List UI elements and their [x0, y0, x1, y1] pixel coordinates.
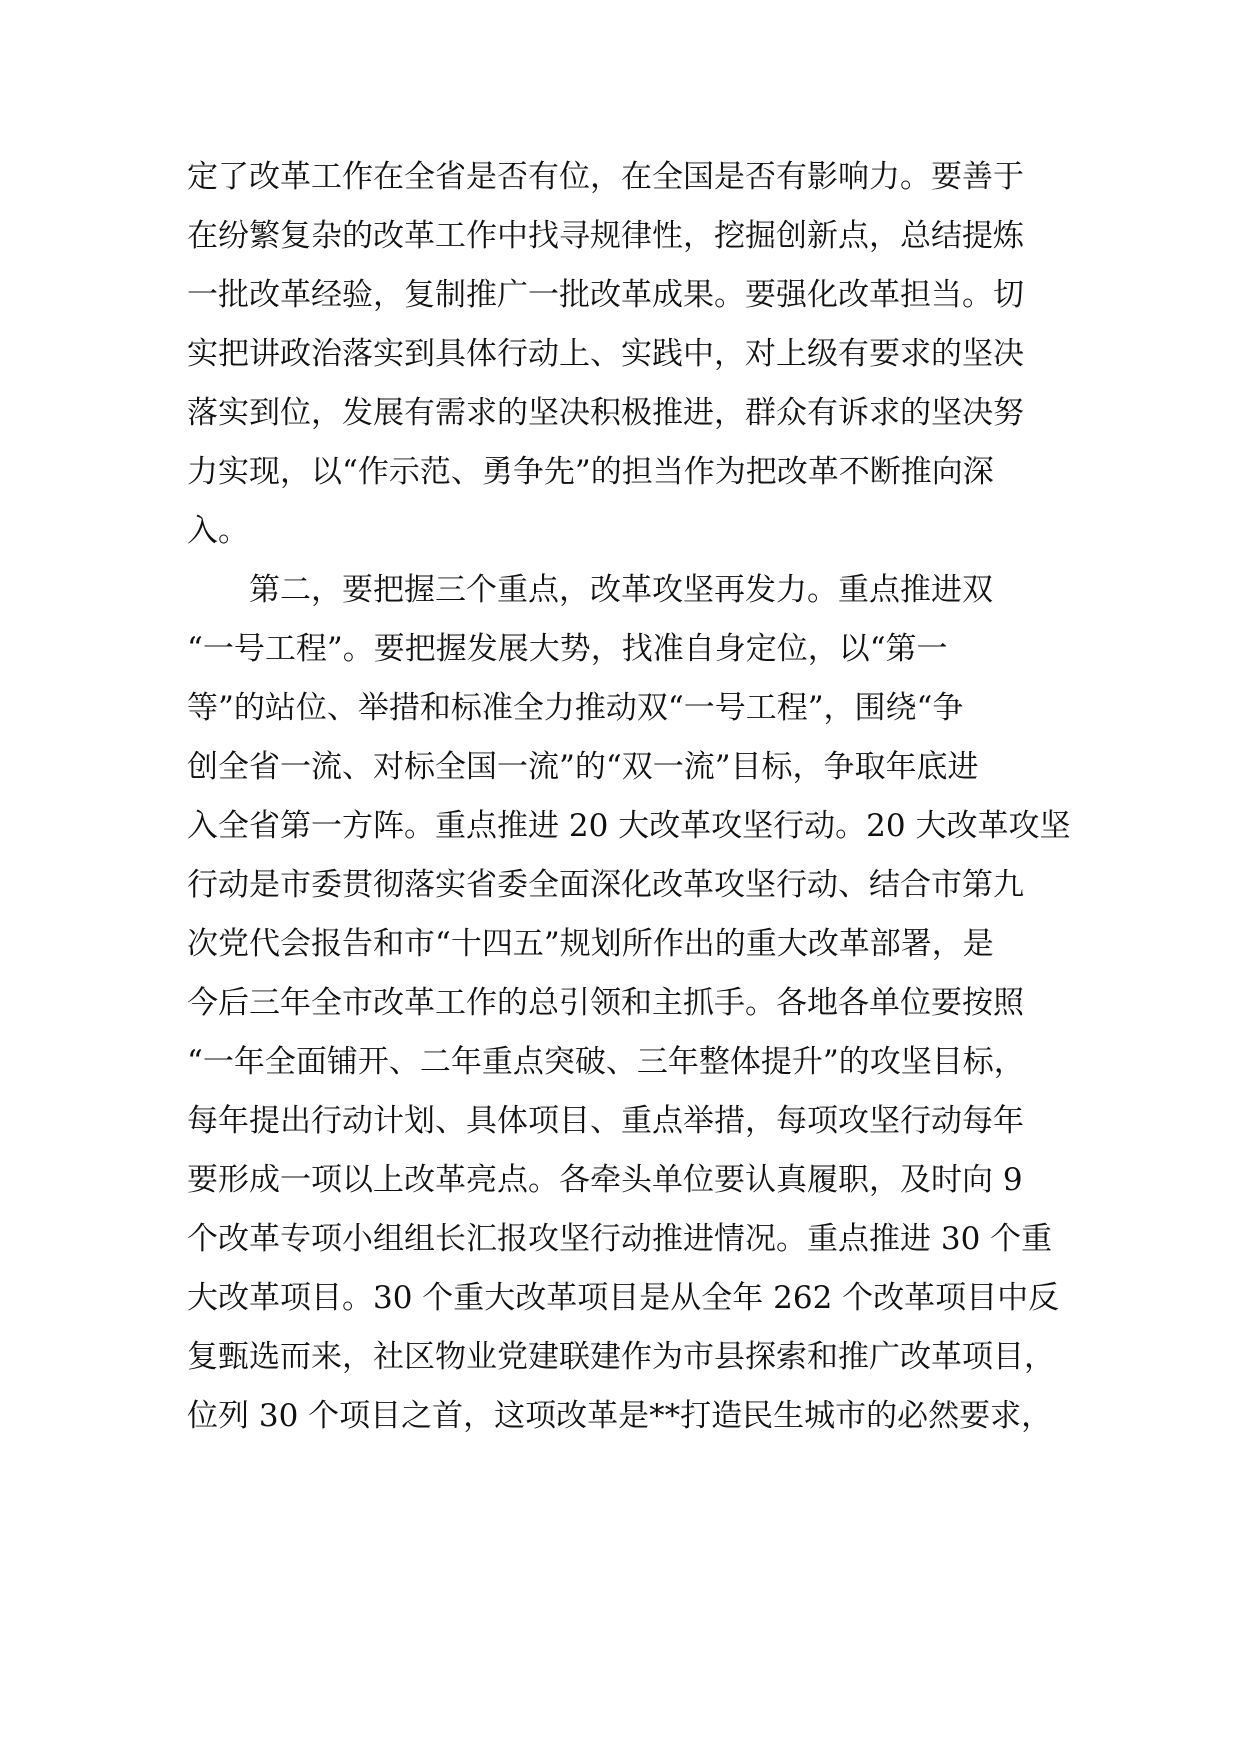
body-text-line: 在纷繁复杂的改革工作中找寻规律性，挖掘创新点，总结提炼	[187, 218, 1024, 254]
body-text-line: 入全省第一方阵。重点推进 20 大改革攻坚行动。20 大改革攻坚	[187, 808, 1071, 844]
body-text-line: 每年提出行动计划、具体项目、重点举措，每项攻坚行动每年	[187, 1103, 1024, 1139]
body-text-line: 定了改革工作在全省是否有位，在全国是否有影响力。要善于	[187, 159, 1024, 195]
body-text-line: 力实现，以“作示范、勇争先”的担当作为把改革不断推向深	[187, 454, 994, 490]
body-text-line: 个改革专项小组组长汇报攻坚行动推进情况。重点推进 30 个重	[187, 1221, 1053, 1257]
body-text-line: 落实到位，发展有需求的坚决积极推进，群众有诉求的坚决努	[187, 395, 1024, 431]
body-text-line: 位列 30 个项目之首，这项改革是**打造民生城市的必然要求，	[187, 1398, 1053, 1434]
body-text-line: 实把讲政治落实到具体行动上、实践中，对上级有要求的坚决	[187, 336, 1024, 372]
body-text-line: 今后三年全市改革工作的总引领和主抓手。各地各单位要按照	[187, 985, 1024, 1021]
body-text-line: 创全省一流、对标全国一流”的“双一流”目标，争取年底进	[187, 749, 979, 785]
body-text-line: “一年全面铺开、二年重点突破、三年整体提升”的攻坚目标，	[187, 1044, 1025, 1080]
body-text-line: 等”的站位、举措和标准全力推动双“一号工程”，围绕“争	[187, 690, 964, 726]
body-text-line: 大改革项目。30 个重大改革项目是从全年 262 个改革项目中反	[187, 1280, 1060, 1316]
body-text-line: 入。	[187, 513, 249, 549]
body-text-line: 复甄选而来，社区物业党建联建作为市县探索和推广改革项目，	[187, 1339, 1055, 1375]
body-text-line: 行动是市委贯彻落实省委全面深化改革攻坚行动、结合市第九	[187, 867, 1024, 903]
body-text-line: “一号工程”。要把握发展大势，找准自身定位，以“第一	[187, 631, 948, 667]
paragraph-start-line: 第二，要把握三个重点，改革攻坚再发力。重点推进双	[187, 572, 993, 608]
body-text-line: 要形成一项以上改革亮点。各牵头单位要认真履职，及时向 9	[187, 1162, 1023, 1198]
body-text-line: 一批改革经验，复制推广一批改革成果。要强化改革担当。切	[187, 277, 1024, 313]
body-text-line: 次党代会报告和市“十四五”规划所作出的重大改革部署，是	[187, 926, 994, 962]
